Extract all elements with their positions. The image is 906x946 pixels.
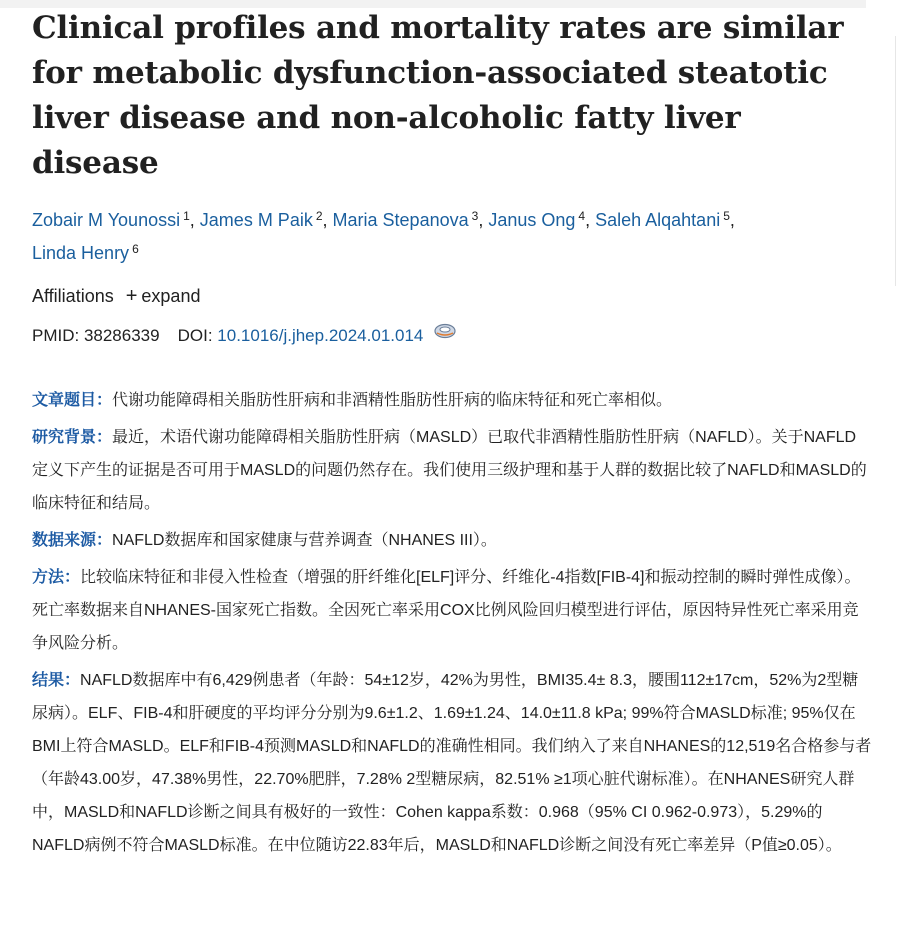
author-separator: ,: [478, 210, 489, 230]
expand-label: expand: [141, 286, 201, 306]
abstract-paragraph-source: [32, 524, 872, 557]
article-identifiers: [32, 322, 872, 348]
article-header: [32, 6, 872, 866]
section-label: 文章题目：: [32, 392, 113, 409]
section-label: 研究背景：: [32, 429, 113, 446]
section-text: 比较临床特征和非侵入性检查（增强的肝纤维化[ELF]评分、纤维化-4指数[FIB-4]和振动控制的瞬时弹性成像）。死亡率数据来自NHANES-国家死亡指数。全因死亡率采用COX比例风险回归模型进行评估，原因特异性死亡率采用竞争风险分析。: [32, 569, 861, 652]
author-separator: ,: [189, 210, 200, 230]
doi-link[interactable]: 10.1016/j.jhep.2024.01.014: [217, 326, 424, 345]
section-text: NAFLD数据库和国家健康与营养调查（NHANES III）。: [112, 532, 497, 549]
author-link[interactable]: Saleh Alqahtani: [595, 210, 721, 230]
doi-label: DOI:: [177, 326, 213, 345]
affiliation-ref[interactable]: 4: [578, 209, 586, 223]
affiliation-ref[interactable]: 1: [183, 209, 190, 223]
section-label: 结果：: [32, 672, 81, 689]
plus-icon: +: [125, 285, 138, 307]
section-text: 最近，术语代谢功能障碍相关脂肪性肝病（MASLD）已取代非酒精性脂肪性肝病（NAFLD）。关于NAFLD定义下产生的证据是否可用于MASLD的问题仍然存在。我们使用三级护理和基于人群的数据比较了NAFLD和MASLD的临床特征和结局。: [32, 429, 867, 512]
abstract-paragraph-results: [32, 664, 872, 862]
author-link[interactable]: Maria Stepanova: [332, 210, 469, 230]
abstract-paragraph-background: [32, 421, 872, 520]
section-label: 数据来源：: [32, 532, 113, 549]
author-link[interactable]: Janus Ong: [488, 210, 576, 230]
full-text-link-icon[interactable]: [434, 322, 456, 338]
article-title: Clinical profiles and mortality rates are similar for metabolic dysfunction-associated steatotic liver disease and non-alcoholic fatty liver disease: [32, 10, 844, 181]
section-text: 代谢功能障碍相关脂肪性肝病和非酒精性脂肪性肝病的临床特征和死亡率相似。: [112, 392, 673, 409]
author-separator: ,: [585, 210, 596, 230]
section-text: NAFLD数据库中有6,429例患者（年龄：54±12岁，42%为男性，BMI35.4± 8.3，腰围112±17cm，52%为2型糖尿病）。ELF、FIB-4和肝硬度的平均评分分别为9.6±1.2、1.69±1.24、14.0±11.8 kPa; 99%符合MASLD标准; 95%仅在BMI上符合MASLD。ELF和FIB-4预测MASLD和NAFLD的准确性相同。我们纳入了来自NHANES的12,519名合格参与者（年龄43.00岁，47.38%男性，22.70%肥胖，7.28% 2型糖尿病，82.51% ≥1项心脏代谢标准）。在NHANES研究人群中，MASLD和NAFLD诊断之间具有极好的一致性：Cohen kappa系数：0.968（95% CI 0.962-0.973），5.29%的NAFLD病例不符合MASLD标准。在中位随访22.83年后，MASLD和NAFLD诊断之间没有死亡率差异（P值≥0.05）。: [32, 672, 872, 854]
section-label: 方法：: [32, 569, 81, 586]
author-link[interactable]: James M Paik: [199, 210, 313, 230]
pmid-text: PMID: 38286339: [32, 326, 160, 345]
affiliations-toggle[interactable]: [32, 284, 872, 308]
author-list: [32, 202, 872, 268]
author-link[interactable]: Zobair M Younossi: [32, 210, 181, 230]
affiliation-ref[interactable]: 2: [315, 209, 323, 223]
author-link[interactable]: Linda Henry: [32, 243, 130, 263]
affiliation-ref[interactable]: 3: [471, 209, 479, 223]
abstract-paragraph-title: [32, 384, 872, 417]
side-panel-edge: [895, 36, 906, 286]
chinese-abstract: [32, 384, 872, 862]
affiliation-ref[interactable]: 5: [723, 209, 730, 223]
author-separator: ,: [729, 210, 735, 230]
affiliations-label: Affiliations: [32, 286, 114, 306]
author-separator: ,: [322, 210, 333, 230]
affiliation-ref[interactable]: 6: [132, 242, 139, 256]
abstract-paragraph-methods: [32, 561, 872, 660]
